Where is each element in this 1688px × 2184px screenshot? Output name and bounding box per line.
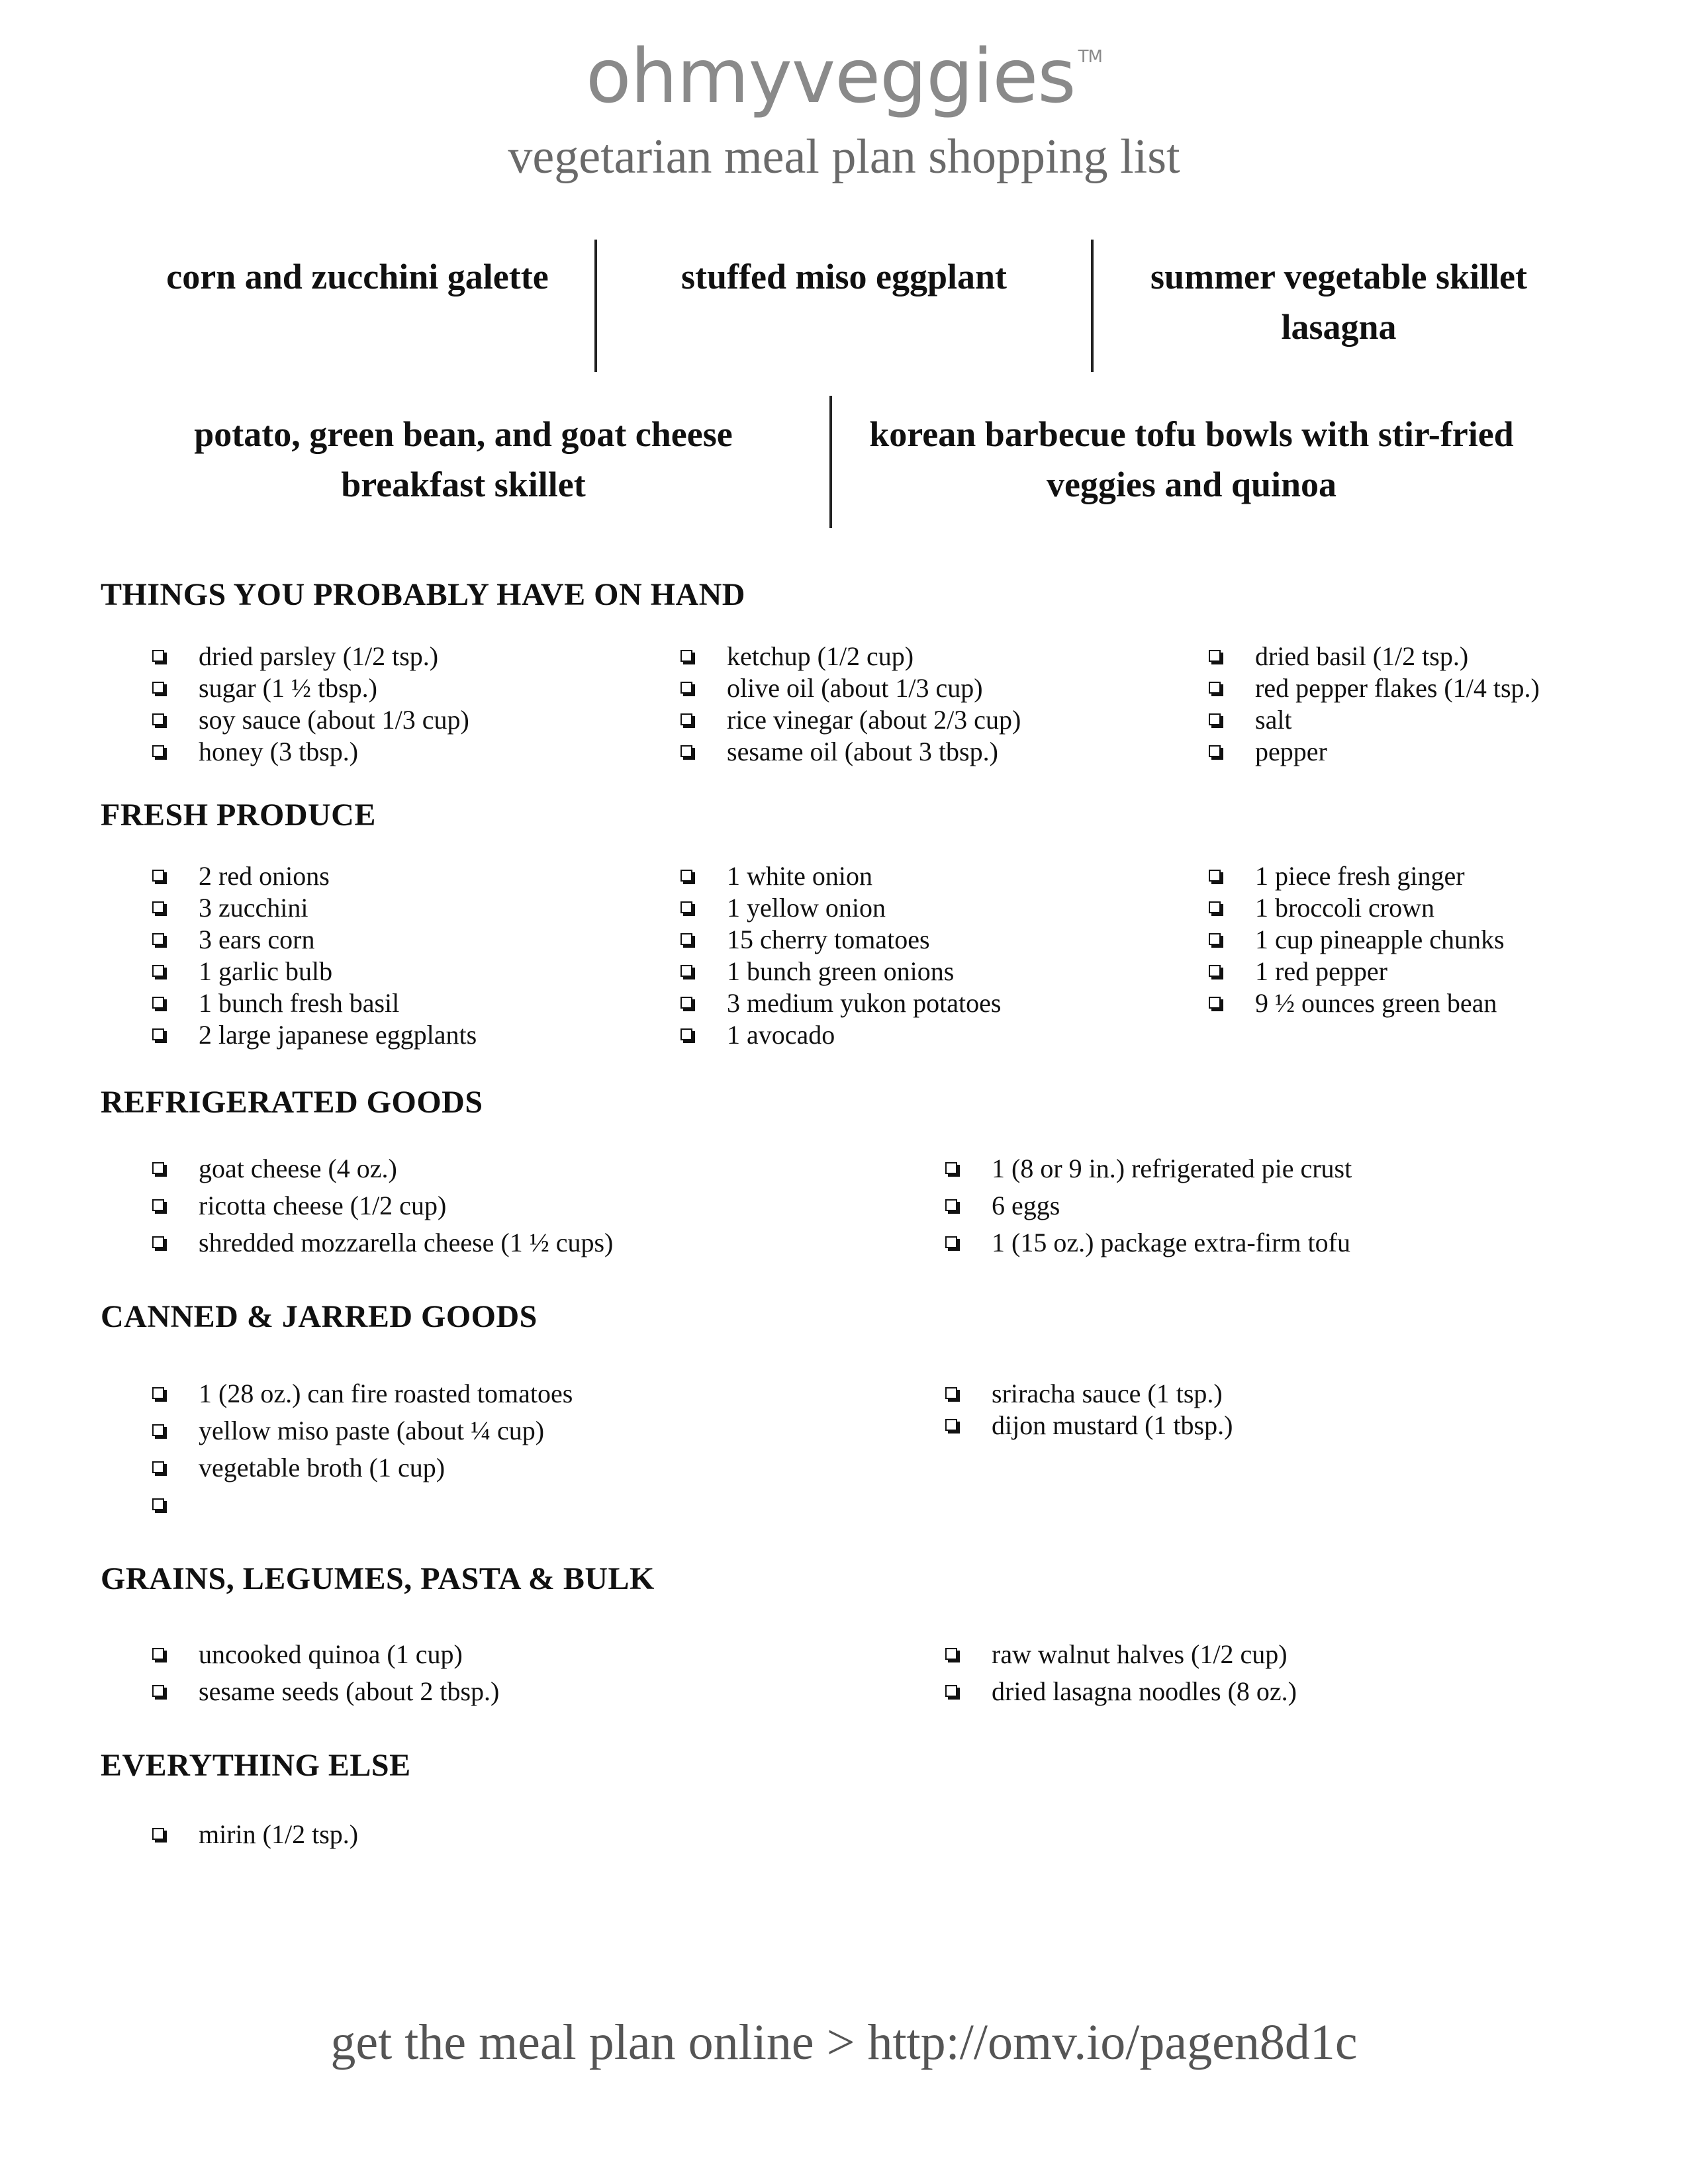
- item-label: sriracha sauce (1 tsp.): [992, 1379, 1223, 1408]
- item-label: 2 red onions: [199, 861, 330, 891]
- checkbox-icon[interactable]: [152, 1685, 164, 1697]
- item-label: dijon mustard (1 tbsp.): [992, 1410, 1233, 1440]
- item-label: 1 (28 oz.) can fire roasted tomatoes: [199, 1379, 573, 1408]
- item-label: 1 broccoli crown: [1255, 893, 1435, 923]
- item-label: 2 large japanese eggplants: [199, 1020, 477, 1050]
- checkbox-icon[interactable]: [945, 1685, 957, 1697]
- section-title-on-hand: THINGS YOU PROBABLY HAVE ON HAND: [101, 577, 745, 612]
- item-label: sesame seeds (about 2 tbsp.): [199, 1676, 500, 1706]
- item-label: 1 garlic bulb: [199, 956, 333, 986]
- logo-text: ohmyveggies: [586, 34, 1076, 120]
- checkbox-icon[interactable]: [1209, 745, 1221, 757]
- item-label: 3 medium yukon potatoes: [727, 988, 1002, 1018]
- section-title-everything-else: EVERYTHING ELSE: [101, 1748, 411, 1783]
- item-label: dried basil (1/2 tsp.): [1255, 641, 1469, 671]
- item-label: honey (3 tbsp.): [199, 737, 359, 766]
- checkbox-icon[interactable]: [945, 1648, 957, 1660]
- item-label: ricotta cheese (1/2 cup): [199, 1191, 447, 1220]
- item-label: 1 avocado: [727, 1020, 835, 1050]
- checkbox-icon[interactable]: [1209, 965, 1221, 977]
- checkbox-icon[interactable]: [1209, 682, 1221, 694]
- checkbox-icon[interactable]: [680, 650, 692, 662]
- checkbox-icon[interactable]: [152, 745, 164, 757]
- checkbox-icon[interactable]: [152, 1236, 164, 1248]
- page-subtitle: vegetarian meal plan shopping list: [508, 130, 1180, 184]
- checkbox-icon[interactable]: [680, 1028, 692, 1040]
- section-title-produce: FRESH PRODUCE: [101, 797, 376, 833]
- item-label: 1 yellow onion: [727, 893, 886, 923]
- checkbox-icon[interactable]: [945, 1236, 957, 1248]
- brand-logo: [0, 34, 1688, 120]
- recipe-title: korean barbecue tofu bowls with stir-fried veggies and quinoa: [869, 414, 1514, 504]
- recipe-title: corn and zucchini galette: [166, 257, 549, 296]
- footer-link[interactable]: get the meal plan online > http://omv.io/pagen8d1c: [330, 2015, 1358, 2070]
- checkbox-icon[interactable]: [152, 1028, 164, 1040]
- item-label: raw walnut halves (1/2 cup): [992, 1639, 1288, 1669]
- recipe-divider: [594, 240, 597, 372]
- item-label: dried parsley (1/2 tsp.): [199, 641, 439, 671]
- checkbox-icon[interactable]: [1209, 997, 1221, 1009]
- checkbox-icon[interactable]: [680, 997, 692, 1009]
- section-title-canned: CANNED & JARRED GOODS: [101, 1299, 538, 1334]
- item-label: shredded mozzarella cheese (1 ½ cups): [199, 1228, 614, 1257]
- checkbox-icon[interactable]: [152, 1424, 164, 1436]
- recipe-title: potato, green bean, and goat cheese breakfast skillet: [194, 414, 733, 504]
- checkbox-icon[interactable]: [1209, 901, 1221, 913]
- checkbox-icon[interactable]: [152, 682, 164, 694]
- section-title-grains: GRAINS, LEGUMES, PASTA & BULK: [101, 1561, 655, 1596]
- item-label: goat cheese (4 oz.): [199, 1154, 397, 1183]
- checkbox-icon[interactable]: [1209, 870, 1221, 882]
- checkbox-icon[interactable]: [152, 1648, 164, 1660]
- checkbox-icon[interactable]: [152, 1162, 164, 1174]
- checkbox-icon[interactable]: [152, 1461, 164, 1473]
- checkbox-icon[interactable]: [152, 1387, 164, 1399]
- item-label: 9 ½ ounces green bean: [1255, 988, 1497, 1018]
- checkbox-icon[interactable]: [680, 901, 692, 913]
- checkbox-icon[interactable]: [680, 745, 692, 757]
- checkbox-icon[interactable]: [680, 713, 692, 725]
- item-label: dried lasagna noodles (8 oz.): [992, 1676, 1297, 1706]
- checkbox-icon[interactable]: [945, 1387, 957, 1399]
- checkbox-icon[interactable]: [680, 965, 692, 977]
- recipe-title: summer vegetable skillet lasagna: [1150, 257, 1527, 347]
- recipe-title: stuffed miso eggplant: [680, 257, 1007, 296]
- checkbox-icon[interactable]: [152, 1828, 164, 1840]
- item-label: salt: [1255, 705, 1292, 735]
- item-label: 1 red pepper: [1255, 956, 1387, 986]
- checkbox-icon[interactable]: [152, 933, 164, 945]
- checkbox-icon[interactable]: [152, 901, 164, 913]
- checkbox-icon[interactable]: [945, 1199, 957, 1211]
- item-label: olive oil (about 1/3 cup): [727, 673, 983, 703]
- recipe-divider: [1091, 240, 1094, 372]
- item-label: rice vinegar (about 2/3 cup): [727, 705, 1021, 735]
- checkbox-icon[interactable]: [680, 870, 692, 882]
- checkbox-icon[interactable]: [152, 1199, 164, 1211]
- recipe-divider: [829, 396, 832, 528]
- item-label: uncooked quinoa (1 cup): [199, 1639, 463, 1669]
- checkbox-icon[interactable]: [945, 1162, 957, 1174]
- checkbox-icon[interactable]: [152, 997, 164, 1009]
- item-label: pepper: [1255, 737, 1327, 766]
- item-label: vegetable broth (1 cup): [199, 1453, 445, 1482]
- item-label: ketchup (1/2 cup): [727, 641, 914, 671]
- item-label: 3 ears corn: [199, 925, 315, 954]
- item-label: 1 (15 oz.) package extra-firm tofu: [992, 1228, 1350, 1257]
- item-label: 1 piece fresh ginger: [1255, 861, 1465, 891]
- checkbox-icon[interactable]: [152, 870, 164, 882]
- checkbox-icon[interactable]: [1209, 713, 1221, 725]
- checkbox-icon[interactable]: [1209, 650, 1221, 662]
- item-label: soy sauce (about 1/3 cup): [199, 705, 469, 735]
- item-label: 1 cup pineapple chunks: [1255, 925, 1505, 954]
- item-label: 1 white onion: [727, 861, 872, 891]
- item-label: 1 bunch green onions: [727, 956, 955, 986]
- item-label: yellow miso paste (about ¼ cup): [199, 1416, 545, 1445]
- item-label: 1 bunch fresh basil: [199, 988, 400, 1018]
- checkbox-icon[interactable]: [680, 682, 692, 694]
- item-label: red pepper flakes (1/4 tsp.): [1255, 673, 1540, 703]
- item-label: sesame oil (about 3 tbsp.): [727, 737, 998, 766]
- trademark-mark: TM: [1078, 47, 1102, 67]
- checkbox-icon[interactable]: [152, 650, 164, 662]
- item-label: 1 (8 or 9 in.) refrigerated pie crust: [992, 1154, 1352, 1183]
- item-label: 6 eggs: [992, 1191, 1060, 1220]
- checkbox-icon[interactable]: [945, 1419, 957, 1431]
- item-label: mirin (1/2 tsp.): [199, 1819, 359, 1849]
- checkbox-icon[interactable]: [680, 933, 692, 945]
- checkbox-icon[interactable]: [1209, 933, 1221, 945]
- checkbox-icon[interactable]: [152, 1498, 164, 1510]
- section-title-refrigerated: REFRIGERATED GOODS: [101, 1085, 483, 1120]
- checkbox-icon[interactable]: [152, 713, 164, 725]
- item-label: sugar (1 ½ tbsp.): [199, 673, 377, 703]
- item-label: 3 zucchini: [199, 893, 308, 923]
- checkbox-icon[interactable]: [152, 965, 164, 977]
- item-label: 15 cherry tomatoes: [727, 925, 930, 954]
